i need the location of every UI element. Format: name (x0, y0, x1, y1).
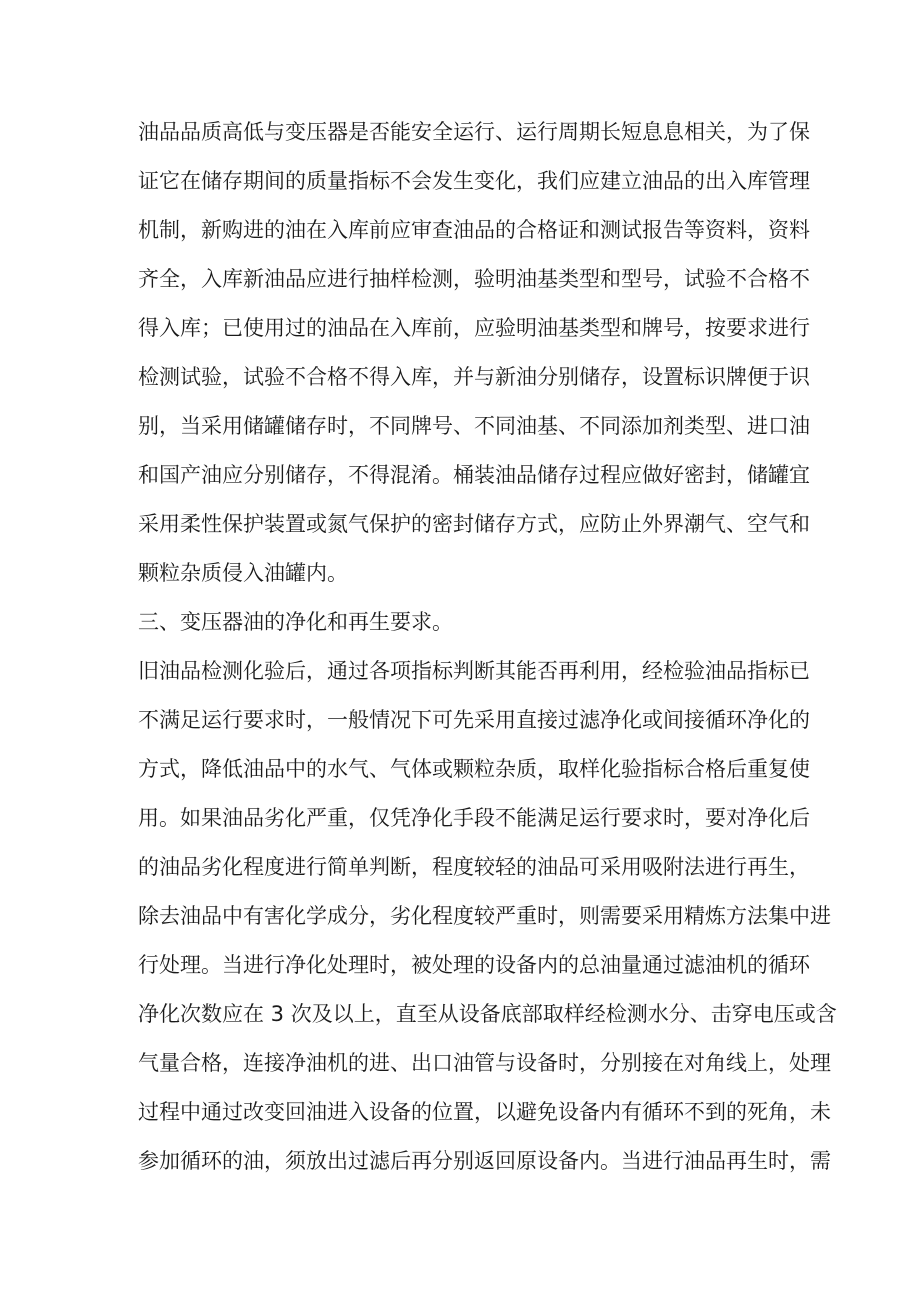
paragraph-1-line-6: 检测试验，试验不合格不得入库，并与新油分别储存，设置标识牌便于识 (138, 365, 810, 389)
section-heading: 三、变压器油的净化和再生要求。 (138, 610, 453, 634)
paragraph-1-line-1: 油品品质高低与变压器是否能安全运行、运行周期长短息息相关，为了保 (138, 120, 810, 144)
paragraph-2-line-1: 旧油品检测化验后，通过各项指标判断其能否再利用，经检验油品指标已 (138, 659, 810, 683)
paragraph-1-line-2: 证它在储存期间的质量指标不会发生变化，我们应建立油品的出入库管理 (138, 169, 810, 193)
paragraph-2-line-6: 除去油品中有害化学成分，劣化程度较严重时，则需要采用精炼方法集中进 (138, 904, 831, 928)
paragraph-1-line-5: 得入库；已使用过的油品在入库前，应验明油基类型和牌号，按要求进行 (138, 316, 810, 340)
paragraph-2-line-4: 用。如果油品劣化严重，仅凭净化手段不能满足运行要求时，要对净化后 (138, 806, 810, 830)
paragraph-2-line-10: 过程中通过改变回油进入设备的位置，以避免设备内有循环不到的死角，未 (138, 1100, 831, 1124)
paragraph-1-line-3: 机制，新购进的油在入库前应审查油品的合格证和测试报告等资料，资料 (138, 218, 810, 242)
paragraph-2-line-7: 行处理。当进行净化处理时，被处理的设备内的总油量通过滤油机的循环 (138, 953, 810, 977)
paragraph-2-line-5: 的油品劣化程度进行简单判断，程度较轻的油品可采用吸附法进行再生， (138, 855, 810, 879)
paragraph-2-line-8: 净化次数应在 3 次及以上，直至从设备底部取样经检测水分、击穿电压或含 (138, 1002, 837, 1026)
paragraph-2-line-2: 不满足运行要求时，一般情况下可先采用直接过滤净化或间接循环净化的 (138, 708, 810, 732)
paragraph-1-line-10: 颗粒杂质侵入油罐内。 (138, 561, 348, 585)
paragraph-1-line-7: 别，当采用储罐储存时，不同牌号、不同油基、不同添加剂类型、进口油 (138, 414, 810, 438)
paragraph-1-line-4: 齐全，入库新油品应进行抽样检测，验明油基类型和型号，试验不合格不 (138, 267, 810, 291)
paragraph-2-line-9: 气量合格，连接净油机的进、出口油管与设备时，分别接在对角线上，处理 (138, 1051, 831, 1075)
paragraph-2-line-11: 参加循环的油，须放出过滤后再分别返回原设备内。当进行油品再生时，需 (138, 1149, 831, 1173)
paragraph-1-line-9: 采用柔性保护装置或氮气保护的密封储存方式，应防止外界潮气、空气和 (138, 512, 810, 536)
paragraph-2-line-3: 方式，降低油品中的水气、气体或颗粒杂质，取样化验指标合格后重复使 (138, 757, 810, 781)
paragraph-1-line-8: 和国产油应分别储存，不得混淆。桶装油品储存过程应做好密封，储罐宜 (138, 463, 810, 487)
